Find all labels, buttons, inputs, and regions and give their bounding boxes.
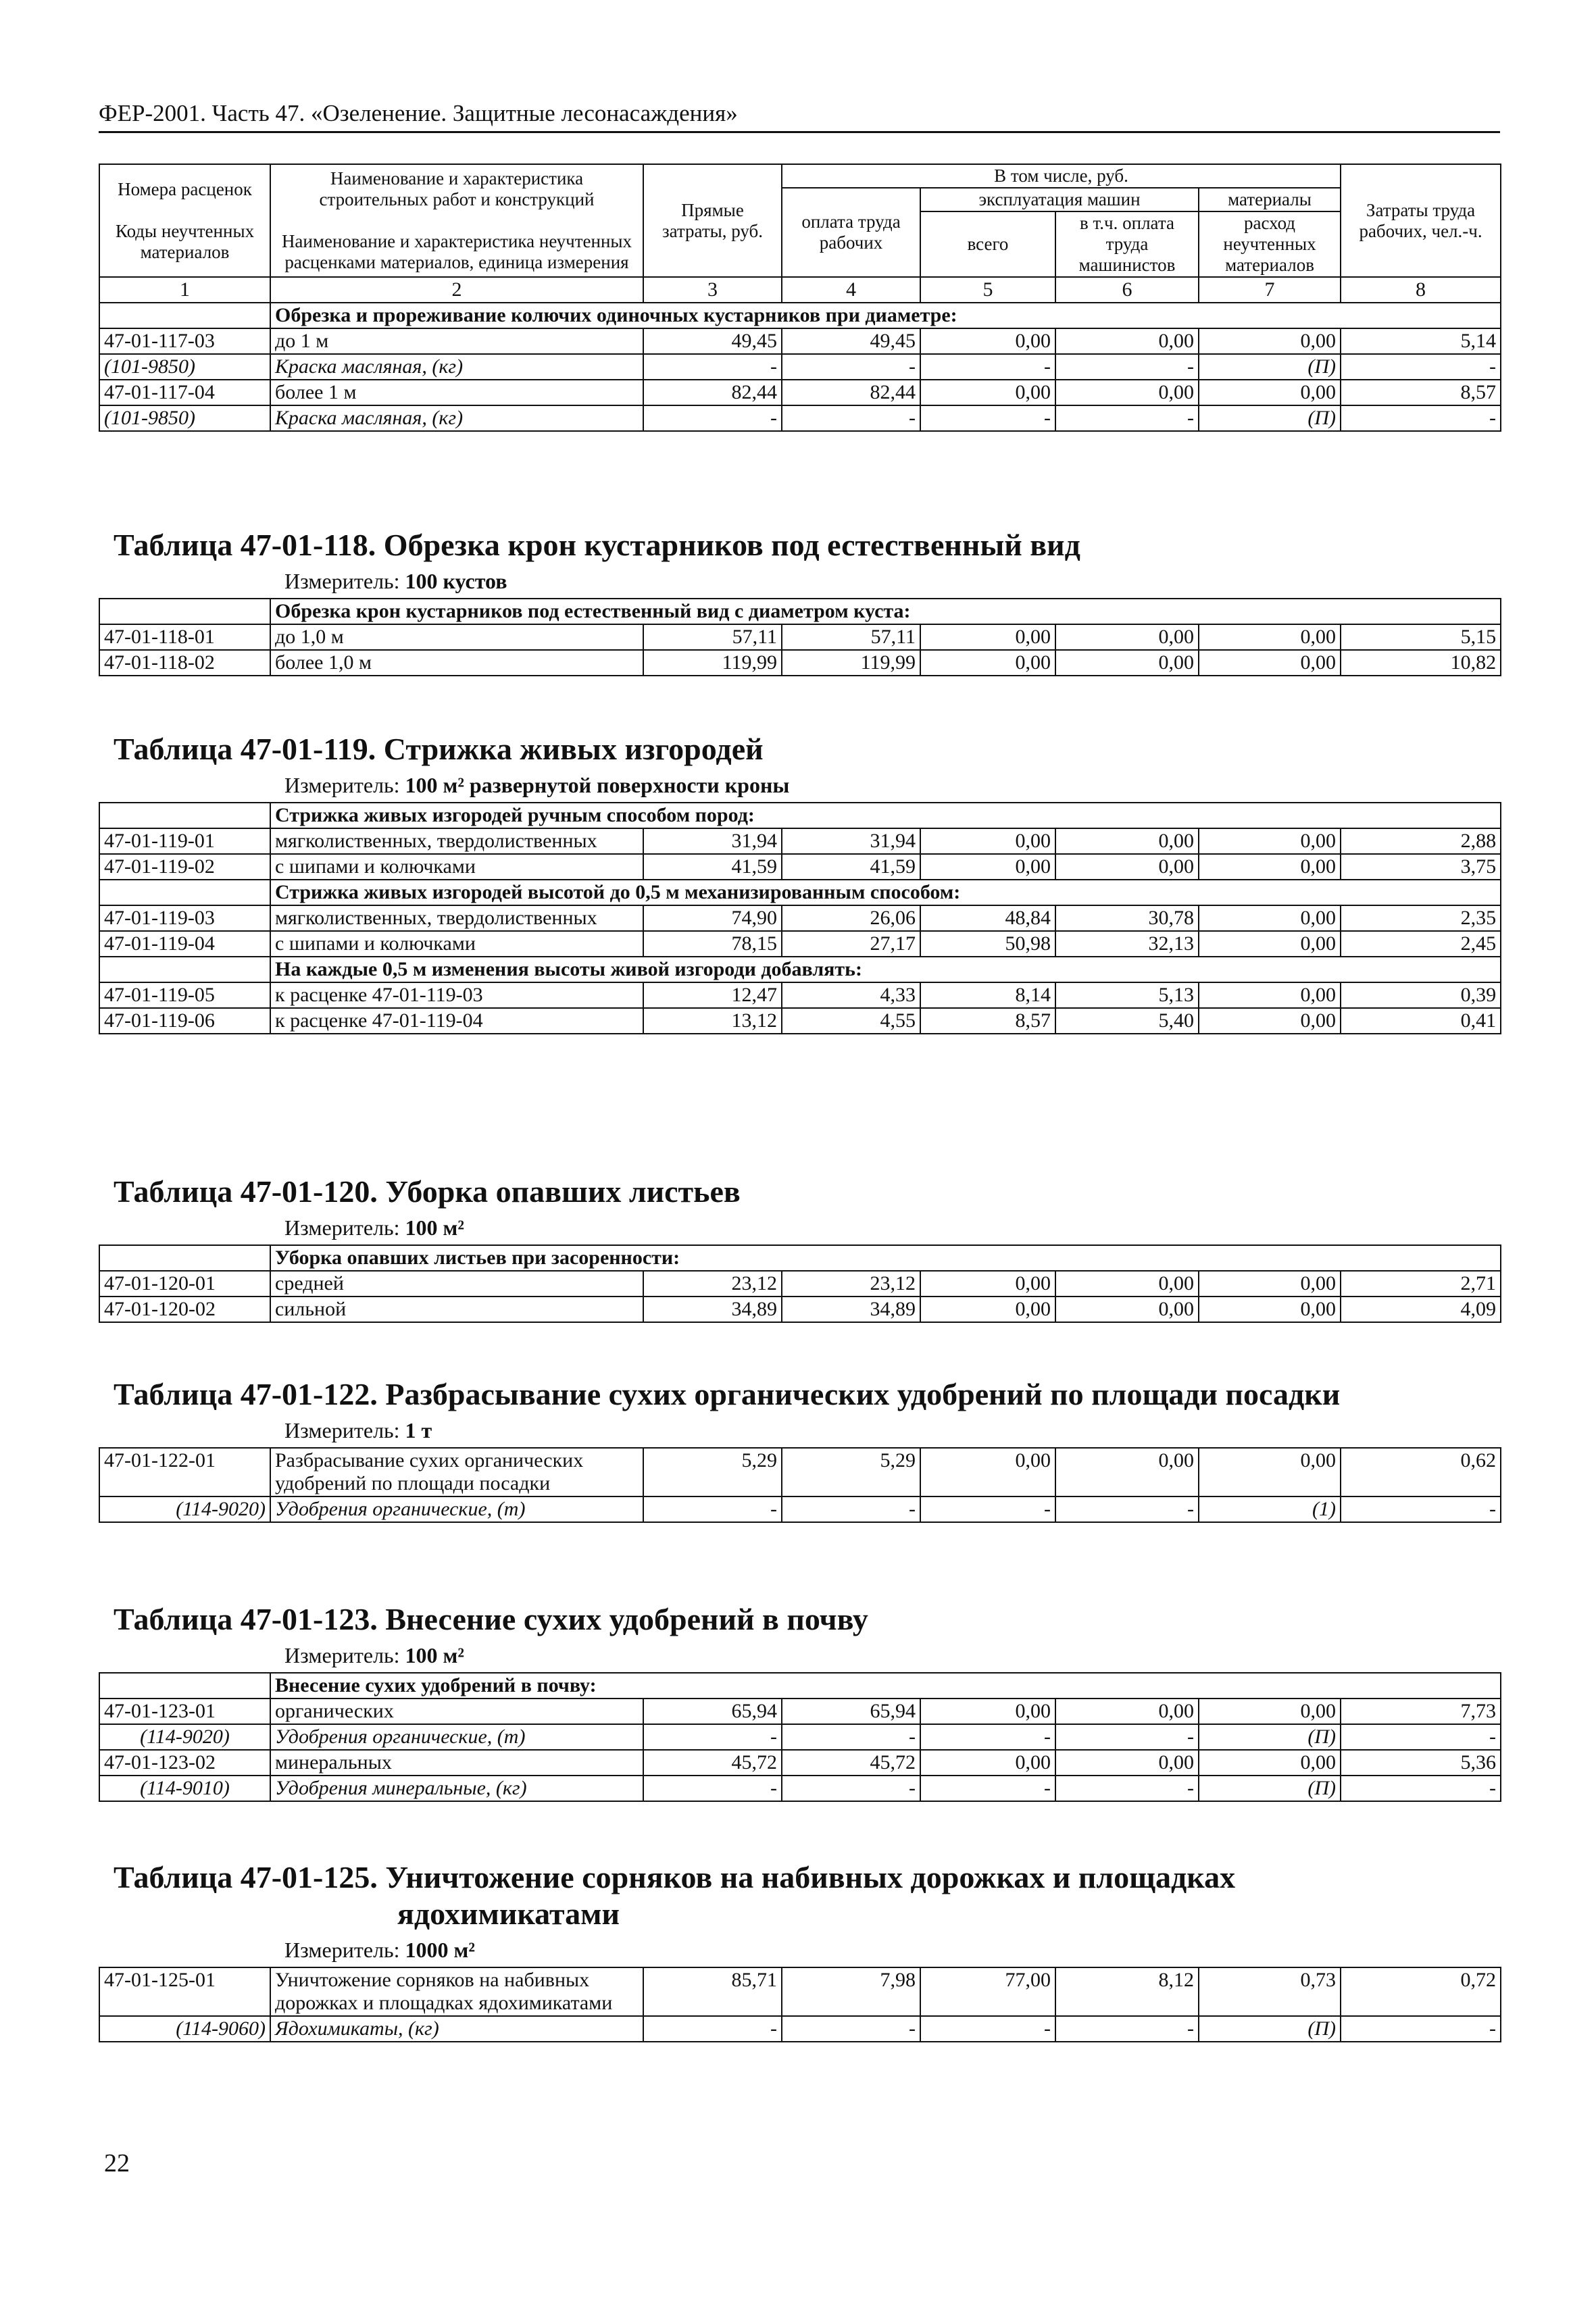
col-machines-header: эксплуатация машин bbox=[920, 188, 1199, 211]
table-cell: к расценке 47-01-119-04 bbox=[270, 1008, 643, 1034]
table-cell: 5,29 bbox=[782, 1448, 920, 1496]
table-cell: 47-01-123-02 bbox=[99, 1750, 270, 1776]
table-cell: (101-9850) bbox=[99, 405, 270, 431]
col-codes-header: Номера расценок Коды неучтенных материалов bbox=[99, 164, 270, 277]
table-cell: 8,14 bbox=[920, 982, 1055, 1008]
table-cell: - bbox=[782, 2016, 920, 2042]
table-row bbox=[99, 1448, 1501, 1496]
table-cell: более 1 м bbox=[270, 380, 643, 405]
page-number: 22 bbox=[104, 2149, 130, 2178]
table-cell: 34,89 bbox=[643, 1297, 782, 1322]
table-cell: - bbox=[643, 405, 782, 431]
table-row bbox=[99, 931, 1501, 957]
table-cell: 31,94 bbox=[643, 828, 782, 854]
table-cell: сильной bbox=[270, 1297, 643, 1322]
table-cell: 119,99 bbox=[782, 650, 920, 676]
table-cell: 0,00 bbox=[1055, 380, 1199, 405]
table-cell: 13,12 bbox=[643, 1008, 782, 1034]
table-cell: 0,00 bbox=[1199, 624, 1341, 650]
table-cell: 47-01-119-02 bbox=[99, 854, 270, 880]
table-cell: 47-01-119-06 bbox=[99, 1008, 270, 1034]
table-cell: 3,75 bbox=[1341, 854, 1501, 880]
table-123 bbox=[99, 1672, 1501, 1802]
table-cell bbox=[99, 303, 270, 328]
table-cell: мягколиственных, твердолиственных bbox=[270, 905, 643, 931]
table-cell: 0,00 bbox=[1055, 1699, 1199, 1724]
table-cell bbox=[99, 957, 270, 982]
material-row bbox=[99, 1724, 1501, 1750]
table-cell: (П) bbox=[1199, 1724, 1341, 1750]
table-125 bbox=[99, 1967, 1501, 2042]
table-cell: 0,39 bbox=[1341, 982, 1501, 1008]
table-cell: 47-01-119-03 bbox=[99, 905, 270, 931]
table-cell: - bbox=[1055, 1724, 1199, 1750]
table-122-section bbox=[99, 1376, 1500, 1523]
table-cell: 0,00 bbox=[1055, 1750, 1199, 1776]
table-cell: 7,98 bbox=[782, 1967, 920, 2016]
table-cell: до 1 м bbox=[270, 328, 643, 354]
table-row bbox=[99, 1297, 1501, 1322]
section-title: Таблица 47-01-118. Обрезка крон кустарников под естественный вид bbox=[114, 528, 1080, 562]
section-title: Таблица 47-01-120. Уборка опавших листьев bbox=[114, 1174, 741, 1209]
table-cell: 0,00 bbox=[920, 650, 1055, 676]
table-119-section bbox=[99, 731, 1500, 1034]
table-cell: 31,94 bbox=[782, 828, 920, 854]
col-including-header: В том числе, руб. bbox=[782, 164, 1341, 188]
rates-header-table bbox=[99, 164, 1501, 432]
col-number: 3 bbox=[643, 277, 782, 303]
table-cell: 5,14 bbox=[1341, 328, 1501, 354]
table-cell: 8,57 bbox=[920, 1008, 1055, 1034]
meter-line: Измеритель: 1000 м² bbox=[284, 1938, 475, 1962]
table-cell: 0,00 bbox=[1199, 1008, 1341, 1034]
table-cell: 82,44 bbox=[643, 380, 782, 405]
table-cell: 2,88 bbox=[1341, 828, 1501, 854]
table-cell: 47-01-119-04 bbox=[99, 931, 270, 957]
col-wages-header: оплата труда рабочих bbox=[782, 188, 920, 277]
table-cell: 26,06 bbox=[782, 905, 920, 931]
table-row bbox=[99, 905, 1501, 931]
table-cell: 47-01-117-04 bbox=[99, 380, 270, 405]
group-title: Обрезка и прореживание колючих одиночных кустарников при диаметре: bbox=[270, 303, 1501, 328]
table-cell: 0,00 bbox=[920, 1699, 1055, 1724]
table-cell: 10,82 bbox=[1341, 650, 1501, 676]
table-cell bbox=[99, 880, 270, 905]
section-title: Таблица 47-01-119. Стрижка живых изгородей bbox=[114, 732, 764, 766]
table-cell bbox=[99, 1245, 270, 1271]
table-cell: 2,71 bbox=[1341, 1271, 1501, 1297]
group-title: Стрижка живых изгородей ручным способом пород: bbox=[270, 803, 1501, 828]
table-cell: Краска масляная, (кг) bbox=[270, 354, 643, 380]
table-cell: 0,62 bbox=[1341, 1448, 1501, 1496]
table-cell: 34,89 bbox=[782, 1297, 920, 1322]
table-cell: Уничтожение сорняков на набивных дорожках и площадках ядохимикатами bbox=[270, 1967, 643, 2016]
table-cell: 47-01-123-01 bbox=[99, 1699, 270, 1724]
col-number: 7 bbox=[1199, 277, 1341, 303]
table-cell: 49,45 bbox=[782, 328, 920, 354]
col-number: 8 bbox=[1341, 277, 1501, 303]
table-cell: 0,00 bbox=[920, 828, 1055, 854]
table-cell: 2,35 bbox=[1341, 905, 1501, 931]
table-cell: 0,00 bbox=[1199, 854, 1341, 880]
table-cell: 0,00 bbox=[1055, 1448, 1199, 1496]
group-title: Обрезка крон кустарников под естественный вид с диаметром куста: bbox=[270, 599, 1501, 624]
table-cell: 2,45 bbox=[1341, 931, 1501, 957]
table-cell: 47-01-122-01 bbox=[99, 1448, 270, 1496]
table-cell: (П) bbox=[1199, 405, 1341, 431]
table-cell: - bbox=[1055, 2016, 1199, 2042]
col-number: 5 bbox=[920, 277, 1055, 303]
table-cell: 23,12 bbox=[643, 1271, 782, 1297]
col-materials-usage-header: расход неучтенных материалов bbox=[1199, 211, 1341, 277]
table-123-section bbox=[99, 1601, 1500, 1802]
col-number: 6 bbox=[1055, 277, 1199, 303]
page-header: ФЕР-2001. Часть 47. «Озеленение. Защитные лесонасаждения» bbox=[99, 100, 1500, 133]
meter-line: Измеритель: 100 м² развернутой поверхности кроны bbox=[284, 773, 790, 797]
table-118-section bbox=[99, 527, 1500, 676]
table-cell: - bbox=[643, 2016, 782, 2042]
table-cell: 0,00 bbox=[920, 328, 1055, 354]
section-title: Таблица 47-01-125. Уничтожение сорняков на набивных дорожках и площадках bbox=[114, 1860, 1236, 1894]
table-cell: (114-9020) bbox=[99, 1496, 270, 1522]
table-cell: 49,45 bbox=[643, 328, 782, 354]
table-cell: 119,99 bbox=[643, 650, 782, 676]
table-cell: 0,00 bbox=[920, 1297, 1055, 1322]
table-cell: (114-9060) bbox=[99, 2016, 270, 2042]
table-cell: 27,17 bbox=[782, 931, 920, 957]
table-cell: Разбрасывание сухих органических удобрений по площади посадки bbox=[270, 1448, 643, 1496]
table-cell: 77,00 bbox=[920, 1967, 1055, 2016]
material-row bbox=[99, 2016, 1501, 2042]
table-cell: 85,71 bbox=[643, 1967, 782, 2016]
table-cell: - bbox=[1055, 405, 1199, 431]
table-cell: - bbox=[782, 1776, 920, 1801]
table-cell: 47-01-120-02 bbox=[99, 1297, 270, 1322]
table-cell: 0,00 bbox=[1199, 650, 1341, 676]
table-row bbox=[99, 1699, 1501, 1724]
table-cell: 47-01-117-03 bbox=[99, 328, 270, 354]
group-title: Уборка опавших листьев при засоренности: bbox=[270, 1245, 1501, 1271]
table-cell: - bbox=[643, 1724, 782, 1750]
table-120 bbox=[99, 1244, 1501, 1323]
table-cell: 0,00 bbox=[1055, 624, 1199, 650]
table-cell: - bbox=[782, 1724, 920, 1750]
table-cell: 45,72 bbox=[643, 1750, 782, 1776]
table-cell: 32,13 bbox=[1055, 931, 1199, 957]
col-operators-wages-header: в т.ч. оплата труда машинистов bbox=[1055, 211, 1199, 277]
table-cell: Удобрения органические, (т) bbox=[270, 1496, 643, 1522]
table-cell: - bbox=[920, 1724, 1055, 1750]
table-cell: более 1,0 м bbox=[270, 650, 643, 676]
table-cell: 0,00 bbox=[1199, 1297, 1341, 1322]
table-row bbox=[99, 1271, 1501, 1297]
table-cell: - bbox=[1341, 1776, 1501, 1801]
table-cell: 0,00 bbox=[1199, 931, 1341, 957]
table-cell: 0,00 bbox=[1055, 828, 1199, 854]
table-cell: органических bbox=[270, 1699, 643, 1724]
table-cell: 0,00 bbox=[920, 624, 1055, 650]
table-cell: 0,72 bbox=[1341, 1967, 1501, 2016]
table-cell: 78,15 bbox=[643, 931, 782, 957]
section-title-continued: ядохимикатами bbox=[397, 1896, 620, 1931]
table-cell: 5,36 bbox=[1341, 1750, 1501, 1776]
table-row bbox=[99, 328, 1501, 354]
table-cell: 0,00 bbox=[1199, 1448, 1341, 1496]
table-cell: - bbox=[643, 1496, 782, 1522]
table-cell: 0,00 bbox=[1199, 905, 1341, 931]
table-cell: 47-01-118-01 bbox=[99, 624, 270, 650]
table-cell: мягколиственных, твердолиственных bbox=[270, 828, 643, 854]
table-cell: 47-01-120-01 bbox=[99, 1271, 270, 1297]
table-cell: 82,44 bbox=[782, 380, 920, 405]
table-cell: - bbox=[643, 1776, 782, 1801]
table-row bbox=[99, 1967, 1501, 2016]
table-cell: минеральных bbox=[270, 1750, 643, 1776]
table-cell: 4,33 bbox=[782, 982, 920, 1008]
table-cell: - bbox=[643, 354, 782, 380]
col-labor-hours-header: Затраты труда рабочих, чел.-ч. bbox=[1341, 164, 1501, 277]
table-row bbox=[99, 624, 1501, 650]
table-118 bbox=[99, 598, 1501, 676]
table-cell: - bbox=[1341, 405, 1501, 431]
group-title: На каждые 0,5 м изменения высоты живой изгороди добавлять: bbox=[270, 957, 1501, 982]
table-cell: - bbox=[1341, 354, 1501, 380]
table-cell: (П) bbox=[1199, 354, 1341, 380]
col-number: 1 bbox=[99, 277, 270, 303]
material-row bbox=[99, 1496, 1501, 1522]
table-cell: (114-9020) bbox=[99, 1724, 270, 1750]
table-cell: 4,09 bbox=[1341, 1297, 1501, 1322]
table-cell: 0,00 bbox=[1055, 328, 1199, 354]
table-cell: 7,73 bbox=[1341, 1699, 1501, 1724]
col-number: 2 bbox=[270, 277, 643, 303]
table-120-section bbox=[99, 1174, 1500, 1323]
col-names-header: Наименование и характеристика строительных работ и конструкций Наименование и характеристика неучтенных расценками материалов, единица измерения bbox=[270, 164, 643, 277]
table-cell: 57,11 bbox=[643, 624, 782, 650]
table-row bbox=[99, 380, 1501, 405]
table-cell: средней bbox=[270, 1271, 643, 1297]
table-cell: - bbox=[1055, 354, 1199, 380]
table-cell: 41,59 bbox=[782, 854, 920, 880]
table-125-section bbox=[99, 1859, 1500, 2042]
table-cell: 0,41 bbox=[1341, 1008, 1501, 1034]
table-cell: 0,00 bbox=[1199, 328, 1341, 354]
table-row bbox=[99, 1008, 1501, 1034]
col-materials-header: материалы bbox=[1199, 188, 1341, 211]
table-cell: (114-9010) bbox=[99, 1776, 270, 1801]
table-cell: (П) bbox=[1199, 1776, 1341, 1801]
table-cell: 65,94 bbox=[643, 1699, 782, 1724]
section-title: Таблица 47-01-123. Внесение сухих удобрений в почву bbox=[114, 1602, 868, 1636]
table-cell: 47-01-119-01 bbox=[99, 828, 270, 854]
table-cell: к расценке 47-01-119-03 bbox=[270, 982, 643, 1008]
table-cell: - bbox=[920, 405, 1055, 431]
table-cell: 65,94 bbox=[782, 1699, 920, 1724]
table-row bbox=[99, 650, 1501, 676]
table-cell: 45,72 bbox=[782, 1750, 920, 1776]
table-cell: 0,00 bbox=[920, 854, 1055, 880]
table-row bbox=[99, 854, 1501, 880]
table-cell: 0,00 bbox=[920, 380, 1055, 405]
table-cell: 0,00 bbox=[1199, 828, 1341, 854]
table-cell: 0,00 bbox=[1055, 1297, 1199, 1322]
table-cell: - bbox=[782, 354, 920, 380]
table-cell: (1) bbox=[1199, 1496, 1341, 1522]
table-cell: 0,00 bbox=[1199, 1699, 1341, 1724]
table-122 bbox=[99, 1447, 1501, 1523]
meter-line: Измеритель: 100 м² bbox=[284, 1215, 464, 1240]
table-cell: 0,00 bbox=[920, 1750, 1055, 1776]
table-cell: 74,90 bbox=[643, 905, 782, 931]
table-cell: 23,12 bbox=[782, 1271, 920, 1297]
table-cell: (101-9850) bbox=[99, 354, 270, 380]
table-cell: 47-01-119-05 bbox=[99, 982, 270, 1008]
table-cell: - bbox=[920, 1776, 1055, 1801]
table-cell: 12,47 bbox=[643, 982, 782, 1008]
col-direct-costs-header: Прямые затраты, руб. bbox=[643, 164, 782, 277]
table-cell bbox=[99, 1673, 270, 1699]
table-cell: 0,00 bbox=[1199, 982, 1341, 1008]
meter-line: Измеритель: 100 м² bbox=[284, 1643, 464, 1667]
material-row bbox=[99, 354, 1501, 380]
table-cell: 41,59 bbox=[643, 854, 782, 880]
table-cell: 0,00 bbox=[920, 1448, 1055, 1496]
meter-line: Измеритель: 100 кустов bbox=[284, 569, 507, 593]
table-cell: с шипами и колючками bbox=[270, 854, 643, 880]
table-cell: 0,00 bbox=[1055, 1271, 1199, 1297]
table-cell: - bbox=[1341, 1496, 1501, 1522]
table-row bbox=[99, 982, 1501, 1008]
table-cell: Ядохимикаты, (кг) bbox=[270, 2016, 643, 2042]
material-row bbox=[99, 405, 1501, 431]
table-cell: 0,00 bbox=[920, 1271, 1055, 1297]
table-cell: - bbox=[1055, 1496, 1199, 1522]
col-number: 4 bbox=[782, 277, 920, 303]
table-cell: Удобрения минеральные, (кг) bbox=[270, 1776, 643, 1801]
table-cell: Удобрения органические, (т) bbox=[270, 1724, 643, 1750]
table-cell: - bbox=[920, 2016, 1055, 2042]
col-machines-total-header: всего bbox=[920, 211, 1055, 277]
table-cell: 0,00 bbox=[1055, 854, 1199, 880]
meter-line: Измеритель: 1 т bbox=[284, 1418, 432, 1442]
table-cell: 57,11 bbox=[782, 624, 920, 650]
table-cell: 0,00 bbox=[1199, 1271, 1341, 1297]
table-cell: - bbox=[1341, 2016, 1501, 2042]
section-title: Таблица 47-01-122. Разбрасывание сухих органических удобрений по площади посадки bbox=[114, 1377, 1341, 1411]
table-cell: - bbox=[1341, 1724, 1501, 1750]
table-cell: - bbox=[782, 405, 920, 431]
table-cell: 8,57 bbox=[1341, 380, 1501, 405]
table-cell: 48,84 bbox=[920, 905, 1055, 931]
table-cell: - bbox=[782, 1496, 920, 1522]
table-row bbox=[99, 1750, 1501, 1776]
table-cell: 0,00 bbox=[1199, 1750, 1341, 1776]
table-cell: 8,12 bbox=[1055, 1967, 1199, 2016]
table-cell: 0,00 bbox=[1199, 380, 1341, 405]
table-cell bbox=[99, 599, 270, 624]
table-cell: 5,40 bbox=[1055, 1008, 1199, 1034]
material-row bbox=[99, 1776, 1501, 1801]
table-row bbox=[99, 828, 1501, 854]
group-title: Внесение сухих удобрений в почву: bbox=[270, 1673, 1501, 1699]
table-cell: до 1,0 м bbox=[270, 624, 643, 650]
table-cell: 4,55 bbox=[782, 1008, 920, 1034]
table-cell: 0,00 bbox=[1055, 650, 1199, 676]
table-cell: 5,13 bbox=[1055, 982, 1199, 1008]
table-cell: - bbox=[1055, 1776, 1199, 1801]
table-cell bbox=[99, 803, 270, 828]
table-cell: 47-01-118-02 bbox=[99, 650, 270, 676]
table-cell: - bbox=[920, 1496, 1055, 1522]
table-cell: с шипами и колючками bbox=[270, 931, 643, 957]
table-cell: 5,15 bbox=[1341, 624, 1501, 650]
table-cell: 50,98 bbox=[920, 931, 1055, 957]
column-numbers-row bbox=[99, 277, 1501, 303]
table-cell: - bbox=[920, 354, 1055, 380]
table-cell: 0,73 bbox=[1199, 1967, 1341, 2016]
table-119 bbox=[99, 802, 1501, 1034]
table-cell: (П) bbox=[1199, 2016, 1341, 2042]
group-title: Стрижка живых изгородей высотой до 0,5 м механизированным способом: bbox=[270, 880, 1501, 905]
table-cell: Краска масляная, (кг) bbox=[270, 405, 643, 431]
table-cell: 5,29 bbox=[643, 1448, 782, 1496]
table-cell: 47-01-125-01 bbox=[99, 1967, 270, 2016]
table-cell: 30,78 bbox=[1055, 905, 1199, 931]
